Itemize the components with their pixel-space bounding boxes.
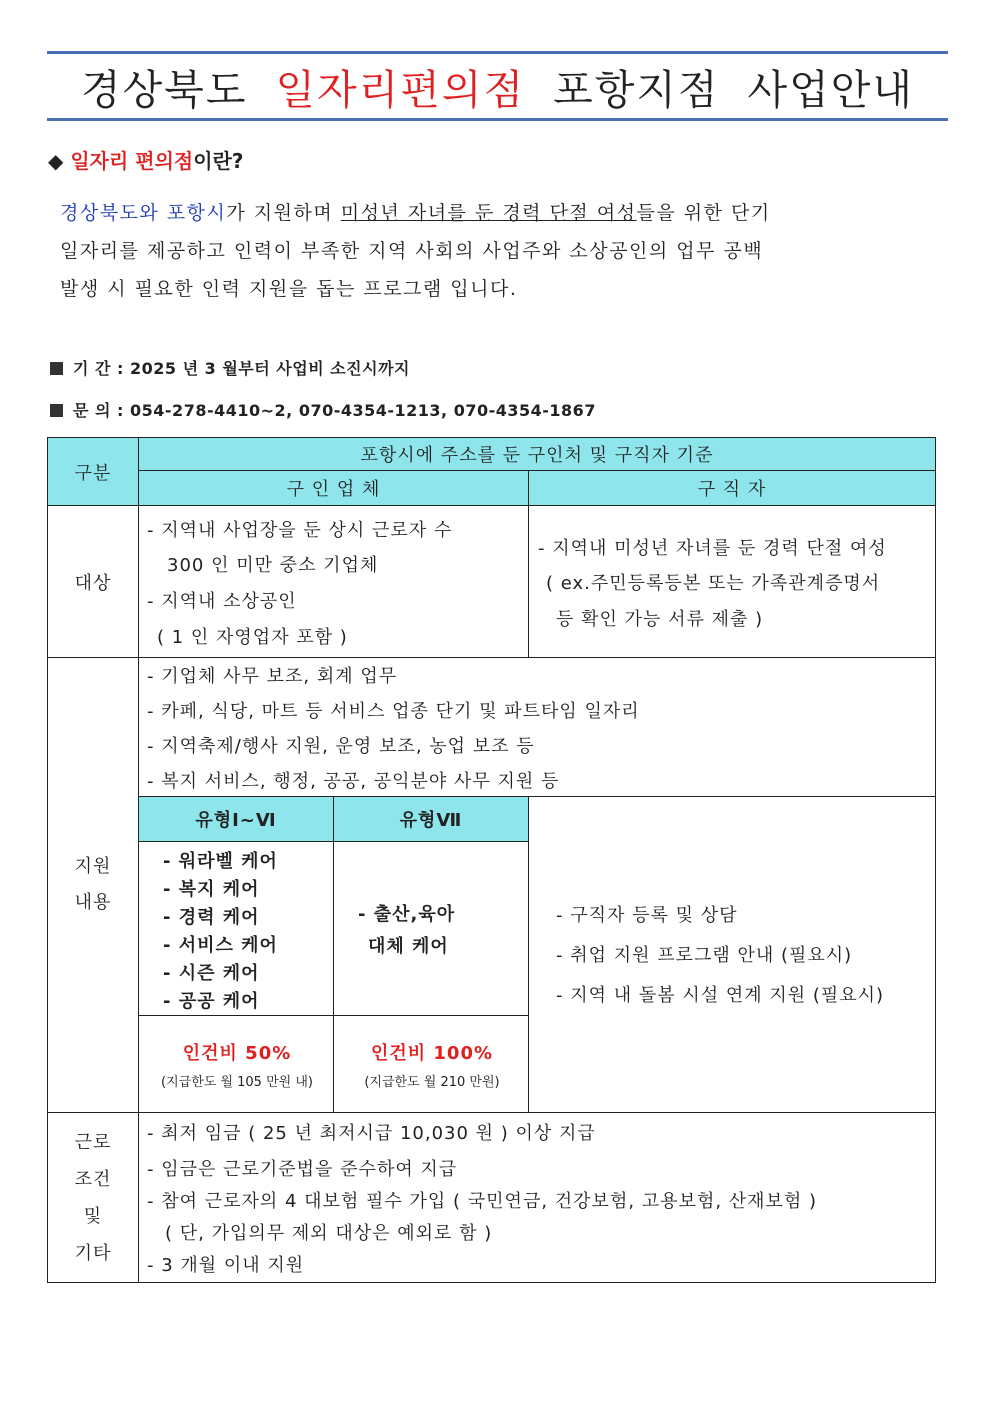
type1-items-cell bbox=[138, 841, 334, 1016]
employer-line: - 지역내 사업장을 둔 상시 근로자 수 bbox=[147, 520, 453, 541]
employer-line: ( 1 인 자영업자 포함 ) bbox=[157, 627, 348, 648]
intro-blue: 경상북도와 포항시 bbox=[60, 202, 227, 224]
type1-item: - 서비스 케어 bbox=[163, 935, 278, 956]
title-part3: 사업안내 bbox=[747, 65, 914, 114]
contact-text: 문 의 : 054-278-4410~2, 070-4354-1213, 070-4354-1867 bbox=[73, 401, 596, 420]
intro-line-3: 발생 시 필요한 인력 지원을 돕는 프로그램 입니다. bbox=[60, 278, 518, 300]
type1-item: - 시즌 케어 bbox=[163, 963, 260, 984]
type1-item: - 경력 케어 bbox=[163, 907, 260, 928]
cond-line: - 참여 근로자의 4 대보험 필수 가입 ( 국민연금, 건강보험, 고용보험, 산재보험 ) bbox=[147, 1191, 818, 1212]
header-seeker-cell bbox=[528, 470, 936, 506]
support-line: - 기업체 사무 보조, 회계 업무 bbox=[147, 666, 398, 687]
type1-limit: (지급한도 월 105 만원 내) bbox=[161, 1075, 313, 1090]
seeker-line: ( ex.주민등록등본 또는 가족관계증명서 bbox=[546, 573, 881, 594]
support-label-cell bbox=[47, 657, 139, 1113]
cond-line: - 3 개월 이내 지원 bbox=[147, 1255, 305, 1276]
cond-line: ( 단, 가입의무 제외 대상은 예외로 함 ) bbox=[165, 1223, 493, 1244]
intro-heading-red: 일자리 편의점 bbox=[70, 149, 194, 173]
cond-line: - 임금은 근로기준법을 준수하여 지급 bbox=[147, 1159, 458, 1180]
header-criteria: 포항시에 주소를 둔 구인처 및 구직자 기준 bbox=[360, 445, 714, 466]
type7-item: - 출산,육아 bbox=[358, 904, 456, 925]
support-general-cell bbox=[138, 657, 936, 797]
intro-line-1 bbox=[60, 194, 900, 232]
target-label-cell bbox=[47, 505, 139, 658]
diamond-icon: ◆ bbox=[48, 149, 64, 173]
cond-label-2: 조건 bbox=[74, 1168, 112, 1190]
header-label: 구분 bbox=[74, 462, 112, 484]
type7-header-cell bbox=[333, 796, 529, 842]
intro-line-2: 일자리를 제공하고 인력이 부족한 지역 사회의 사업주와 소상공인의 업무 공백 bbox=[60, 240, 764, 262]
cond-label-1: 근로 bbox=[74, 1131, 112, 1153]
type7-limit: (지급한도 월 210 만원) bbox=[364, 1075, 500, 1090]
type7-items-cell bbox=[333, 841, 529, 1016]
header-label-cell bbox=[47, 437, 139, 506]
type1-header-cell bbox=[138, 796, 334, 842]
intro-heading bbox=[48, 145, 244, 174]
type1-cost: 인건비 50% bbox=[182, 1043, 292, 1064]
type1-item: - 복지 케어 bbox=[163, 879, 260, 900]
cond-label-3: 및 bbox=[83, 1205, 103, 1227]
page-title bbox=[47, 51, 948, 121]
type1-header: 유형Ⅰ~Ⅵ bbox=[195, 810, 277, 831]
employer-target-cell bbox=[138, 505, 529, 658]
intro-heading-tail: 이란? bbox=[193, 149, 244, 173]
support-line: - 지역축제/행사 지원, 운영 보조, 농업 보조 등 bbox=[147, 736, 535, 757]
title-highlight: 일자리편의점 bbox=[275, 65, 526, 114]
seeker-target-cell bbox=[528, 505, 936, 658]
type7-header: 유형Ⅶ bbox=[399, 810, 463, 831]
cond-label-4: 기타 bbox=[74, 1242, 112, 1264]
header-criteria-cell bbox=[138, 437, 936, 471]
type1-cost-cell bbox=[138, 1015, 334, 1113]
type1-item: - 공공 케어 bbox=[163, 991, 260, 1012]
type7-cost-cell bbox=[333, 1015, 529, 1113]
employer-line: - 지역내 소상공인 bbox=[147, 591, 297, 612]
intro-mid: 가 지원하며 bbox=[226, 202, 341, 224]
seeker-support-line: - 지역 내 돌봄 시설 연계 지원 (필요시) bbox=[556, 985, 885, 1006]
title-part1: 경상북도 bbox=[81, 65, 248, 114]
seeker-support-line: - 구직자 등록 및 상담 bbox=[556, 905, 738, 926]
period-text: 기 간 : 2025 년 3 월부터 사업비 소진시까지 bbox=[73, 359, 411, 378]
conditions-label-cell bbox=[47, 1112, 139, 1283]
header-seeker: 구 직 자 bbox=[697, 479, 767, 500]
header-employer-cell bbox=[138, 470, 529, 506]
intro-tail: 들을 위한 단기 bbox=[636, 202, 771, 224]
seeker-support-cell bbox=[528, 796, 936, 1113]
header-employer: 구 인 업 체 bbox=[286, 479, 381, 500]
seeker-support-line: - 취업 지원 프로그램 안내 (필요시) bbox=[556, 945, 853, 966]
cond-line: - 최저 임금 ( 25 년 최저시급 10,030 원 ) 이상 지급 bbox=[147, 1123, 596, 1144]
type7-item: 대체 케어 bbox=[368, 936, 449, 957]
type7-cost: 인건비 100% bbox=[370, 1043, 494, 1064]
support-line: - 복지 서비스, 행정, 공공, 공익분야 사무 지원 등 bbox=[147, 771, 560, 792]
conditions-cell bbox=[138, 1112, 936, 1283]
info-period bbox=[50, 356, 410, 379]
intro-underline: 미성년 자녀를 둔 경력 단절 여성 bbox=[340, 202, 637, 224]
square-bullet-icon bbox=[50, 404, 63, 417]
intro-paragraph bbox=[60, 194, 900, 308]
title-part2: 포항지점 bbox=[553, 65, 720, 114]
seeker-line: - 지역내 미성년 자녀를 둔 경력 단절 여성 bbox=[538, 538, 887, 559]
support-line: - 카페, 식당, 마트 등 서비스 업종 단기 및 파트타임 일자리 bbox=[147, 701, 640, 722]
support-label-2: 내용 bbox=[74, 892, 112, 913]
support-label-1: 지원 bbox=[74, 856, 112, 877]
type1-item: - 워라벨 케어 bbox=[163, 851, 278, 872]
seeker-line: 등 확인 가능 서류 제출 ) bbox=[556, 609, 764, 630]
target-label: 대상 bbox=[74, 572, 112, 594]
info-contact bbox=[50, 398, 596, 421]
square-bullet-icon bbox=[50, 362, 63, 375]
employer-line: 300 인 미만 중소 기업체 bbox=[167, 555, 379, 576]
